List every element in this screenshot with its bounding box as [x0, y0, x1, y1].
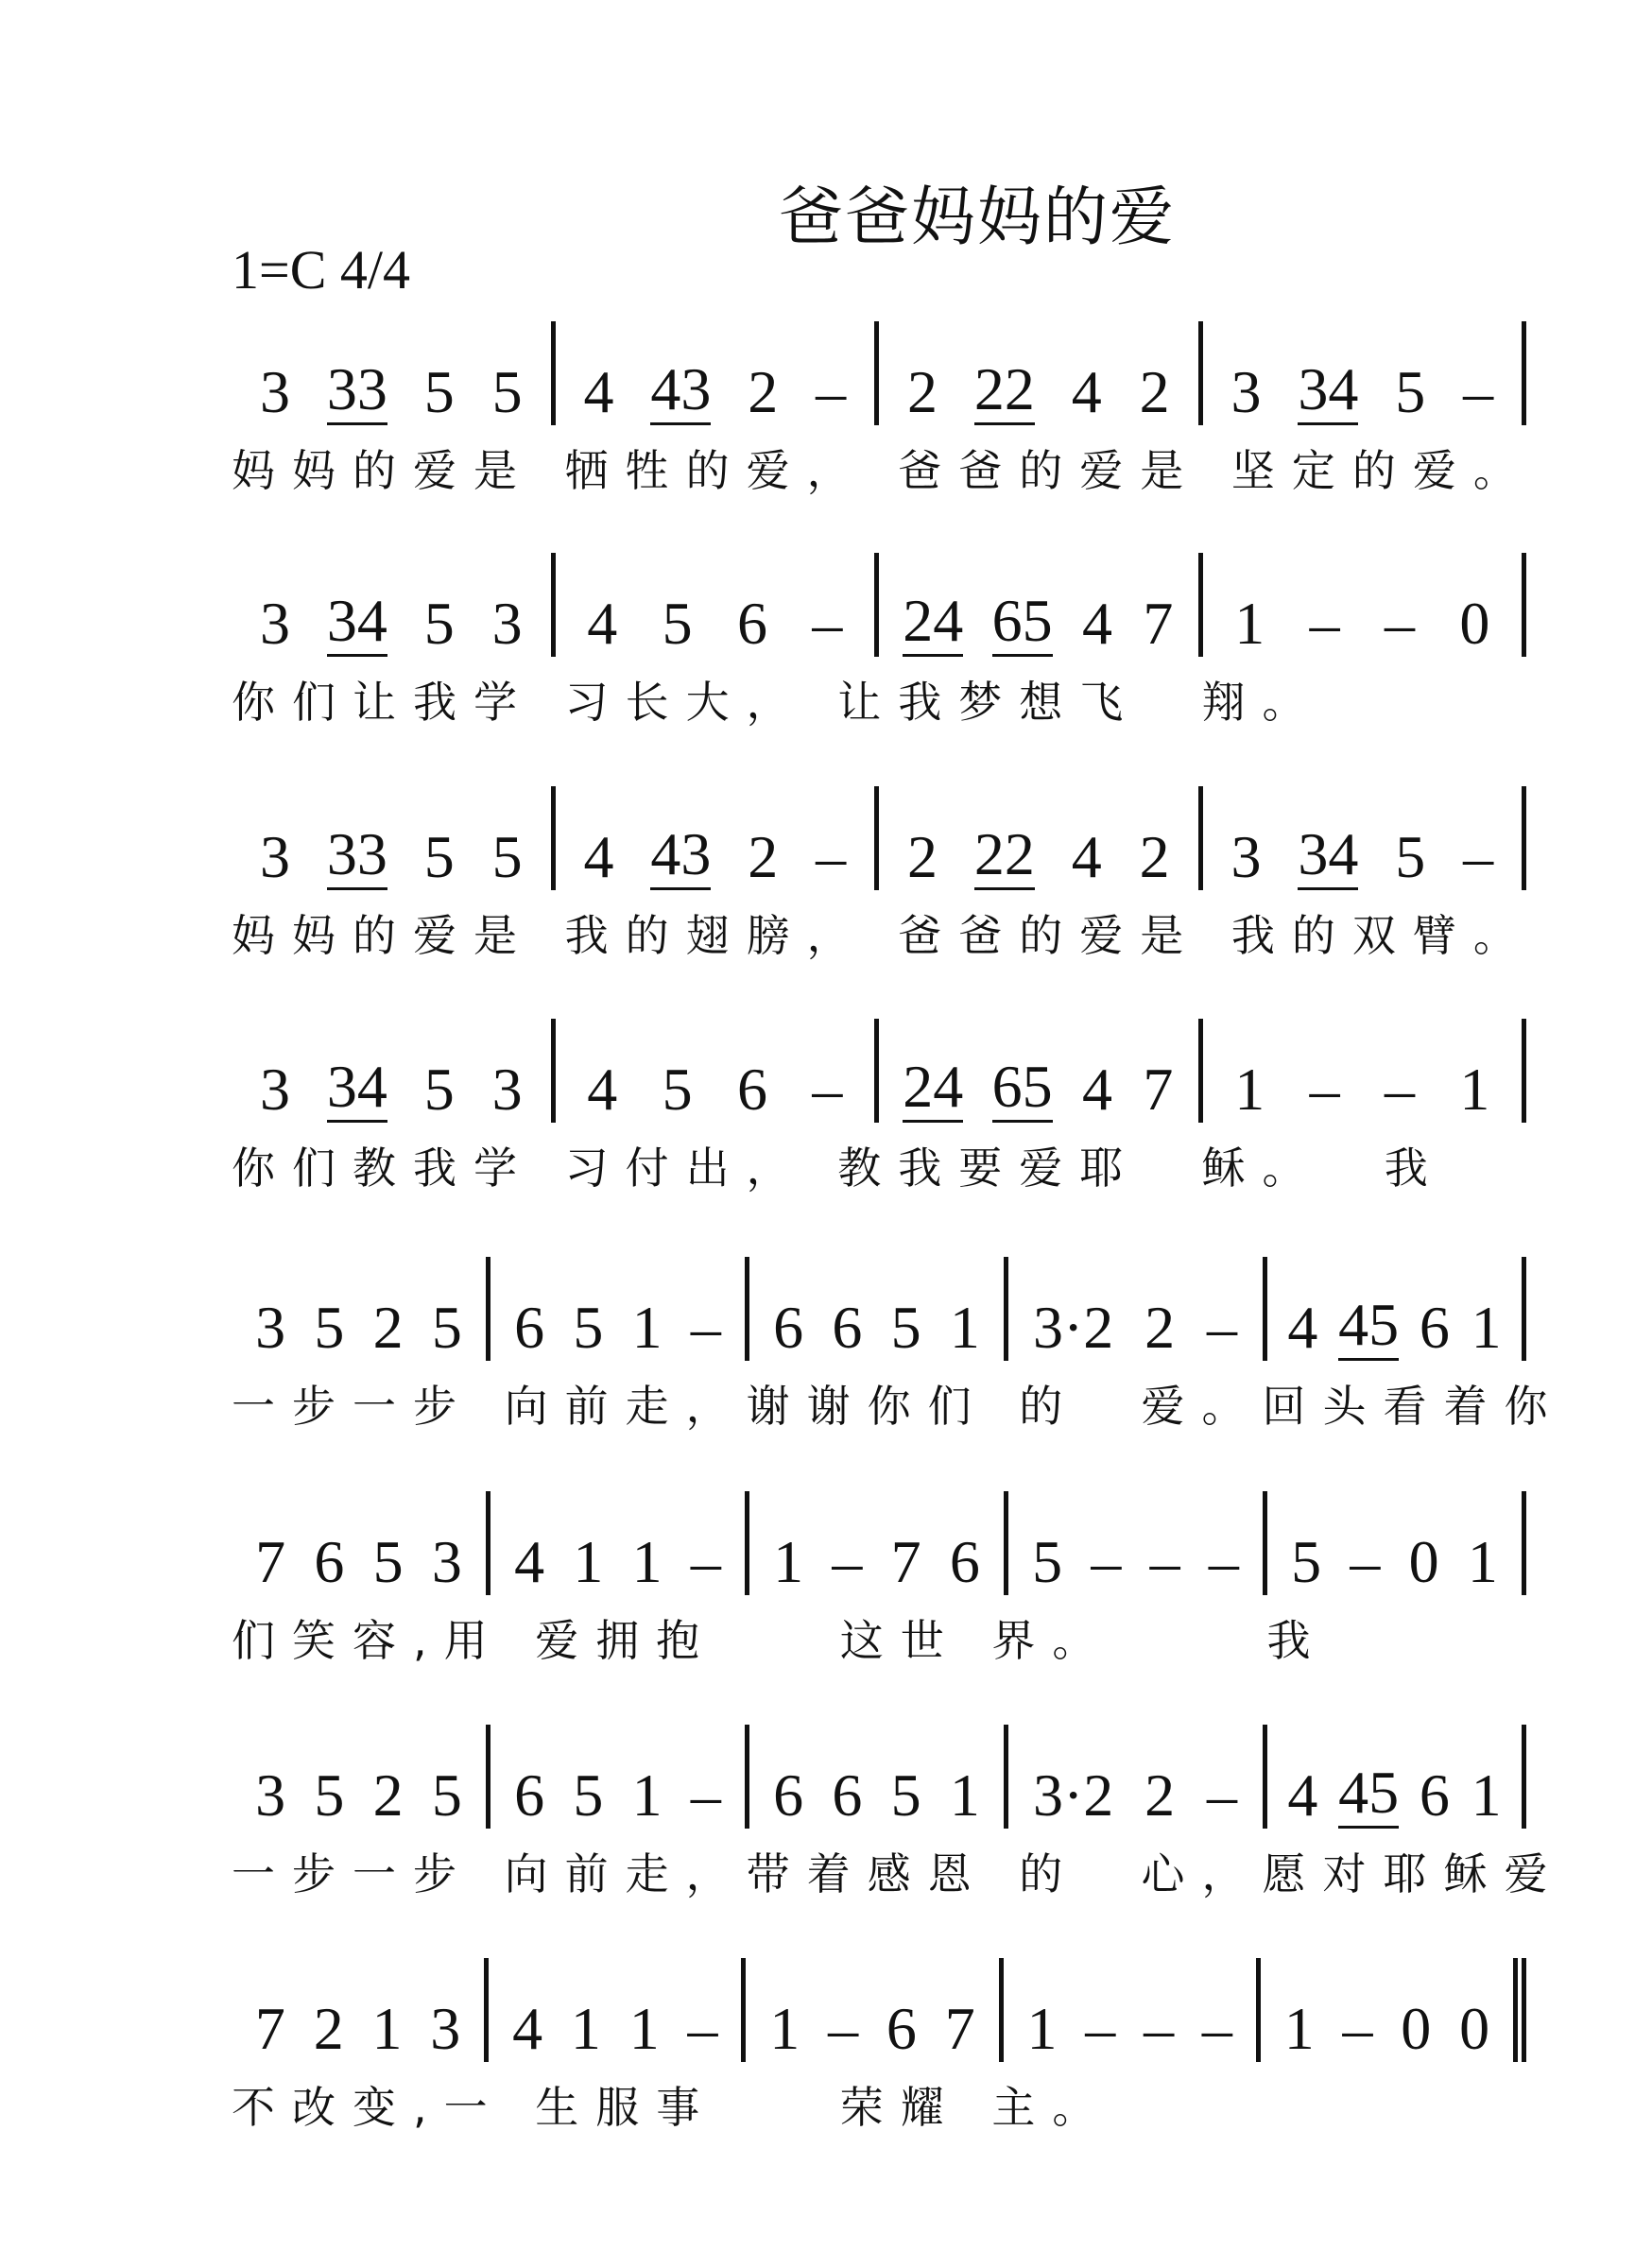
note: 65: [992, 588, 1053, 657]
measure: [879, 321, 1203, 425]
note: –: [1463, 358, 1494, 425]
note: 6: [514, 1294, 545, 1361]
note: 1: [1283, 1995, 1315, 2062]
note: –: [1309, 590, 1340, 657]
note: 6: [514, 1761, 545, 1829]
note: –: [1144, 1995, 1175, 2062]
note: 6: [832, 1761, 863, 1829]
note: 1: [949, 1761, 980, 1829]
note: 2: [906, 823, 938, 890]
measure: [1008, 1257, 1267, 1361]
measure: [490, 1491, 749, 1595]
measure: [1203, 321, 1527, 425]
note: –: [832, 1528, 863, 1595]
lyrics-line: 你们教我学 习付出， 教我要爱耶 稣。 我: [232, 1143, 1445, 1194]
note: 3·2: [1032, 1761, 1114, 1829]
measure: [556, 321, 880, 425]
note: 4: [1287, 1294, 1318, 1361]
note: 45: [1338, 1292, 1399, 1361]
measure: [556, 553, 880, 657]
measure: [232, 553, 556, 657]
note: 3: [259, 1056, 290, 1123]
note: 1: [628, 1995, 660, 2062]
lyrics-line: 一步一步 向前走，带着感恩 的 心，愿对耶稣爱: [232, 1848, 1565, 1899]
measure: [489, 1958, 746, 2062]
measure: [879, 786, 1203, 890]
lyrics-line: 们笑容,用 爱拥抱 这世 界。 我: [232, 1615, 1328, 1666]
note: 4: [587, 590, 618, 657]
measure: [232, 1257, 490, 1361]
note: 45: [1338, 1760, 1399, 1829]
measure: [1008, 1491, 1267, 1595]
note: 3: [491, 590, 523, 657]
note: –: [1208, 1528, 1239, 1595]
note: 2: [906, 358, 938, 425]
note: 2: [748, 823, 779, 890]
note: 1: [631, 1294, 663, 1361]
note: –: [1350, 1528, 1381, 1595]
note: –: [1085, 1995, 1116, 2062]
score-system: [232, 1019, 1526, 1194]
note: 1: [573, 1528, 604, 1595]
note: 6: [736, 590, 767, 657]
note: 0: [1401, 1995, 1432, 2062]
measure: [1267, 1257, 1526, 1361]
lyrics-line: 妈妈的爱是 我的翅膀， 爸爸的爱是 我的双臂。: [232, 910, 1534, 961]
score-system: [232, 1257, 1565, 1432]
note: 5: [890, 1761, 921, 1829]
note: –: [690, 1761, 721, 1829]
note: 1: [631, 1528, 663, 1595]
note: 5: [431, 1761, 462, 1829]
notes-row: [232, 1725, 1526, 1829]
note: 3: [430, 1995, 461, 2062]
measure: [1008, 1725, 1267, 1829]
note: 5: [1291, 1528, 1322, 1595]
notes-row: [232, 1958, 1526, 2062]
note: 6: [949, 1528, 980, 1595]
measure: [490, 1725, 749, 1829]
lyrics-line: 妈妈的爱是 牺牲的爱， 爸爸的爱是 坚定的爱。: [232, 445, 1534, 496]
note: 3: [259, 590, 290, 657]
note: 0: [1459, 590, 1490, 657]
note: 6: [773, 1294, 804, 1361]
note: 4: [1081, 1056, 1112, 1123]
note: 3: [1230, 358, 1262, 425]
note: 4: [1287, 1761, 1318, 1829]
note: 7: [944, 1995, 975, 2062]
measure: [232, 321, 556, 425]
note: 1: [371, 1995, 403, 2062]
note: 4: [512, 1995, 543, 2062]
note: 1: [1026, 1995, 1058, 2062]
measure: [556, 786, 880, 890]
notes-row: [232, 1491, 1526, 1595]
note: 4: [1081, 590, 1112, 657]
note: 5: [423, 823, 455, 890]
measure: [1261, 1958, 1526, 2062]
note: –: [1384, 590, 1415, 657]
measure: [490, 1257, 749, 1361]
lyrics-line: 不改变,一 生服事 荣耀 主。: [232, 2082, 1113, 2133]
note: 7: [255, 1528, 286, 1595]
note: 5: [662, 590, 693, 657]
note: 22: [974, 356, 1035, 425]
notes-row: [232, 1019, 1526, 1123]
note: 7: [1143, 1056, 1174, 1123]
measure: [232, 1019, 556, 1123]
note: –: [828, 1995, 859, 2062]
note: 1: [1467, 1528, 1498, 1595]
note: 5: [423, 590, 455, 657]
note: 2: [372, 1761, 404, 1829]
note: 5: [1395, 358, 1426, 425]
note: 4: [514, 1528, 545, 1595]
note: –: [1463, 823, 1494, 890]
measure: [1267, 1725, 1526, 1829]
measure: [1267, 1491, 1526, 1595]
measure: [1203, 786, 1527, 890]
note: 34: [327, 588, 387, 657]
note: 5: [423, 1056, 455, 1123]
note: 43: [650, 356, 711, 425]
note: 1: [1459, 1056, 1490, 1123]
score-system: [232, 1958, 1526, 2133]
note: 6: [1419, 1761, 1450, 1829]
note: 1: [570, 1995, 601, 2062]
note: 5: [314, 1761, 345, 1829]
note: 2: [748, 358, 779, 425]
note: 5: [491, 358, 523, 425]
note: –: [816, 823, 847, 890]
note: 1: [949, 1294, 980, 1361]
score-system: [232, 553, 1526, 728]
note: 5: [372, 1528, 404, 1595]
notes-row: [232, 553, 1526, 657]
note: –: [690, 1528, 721, 1595]
notes-row: [232, 786, 1526, 890]
lyrics-line: 一步一步 向前走，谢谢你们 的 爱。回头看着你: [232, 1381, 1565, 1432]
note: –: [812, 1056, 843, 1123]
measure: [879, 1019, 1203, 1123]
note: 34: [327, 1054, 387, 1123]
key-signature: 1=C 4/4: [232, 239, 411, 301]
note: 0: [1459, 1995, 1490, 2062]
measure: [879, 553, 1203, 657]
page-title: 爸爸妈妈的爱: [778, 180, 1176, 255]
note: 7: [1143, 590, 1174, 657]
note: 4: [1071, 358, 1102, 425]
note: 5: [423, 358, 455, 425]
note: 3·2: [1032, 1294, 1114, 1361]
note: 4: [583, 358, 614, 425]
note: 33: [327, 356, 387, 425]
measure: [1203, 1019, 1527, 1123]
score-system: [232, 321, 1534, 496]
note: –: [1384, 1056, 1415, 1123]
note: 5: [573, 1761, 604, 1829]
note: 5: [1395, 823, 1426, 890]
note: 5: [314, 1294, 345, 1361]
notes-row: [232, 321, 1526, 425]
measure: [232, 1725, 490, 1829]
measure: [746, 1958, 1003, 2062]
note: 2: [1139, 358, 1170, 425]
note: 6: [773, 1761, 804, 1829]
note: 7: [890, 1528, 921, 1595]
note: 24: [903, 588, 963, 657]
note: 24: [903, 1054, 963, 1123]
note: 5: [662, 1056, 693, 1123]
note: –: [1149, 1528, 1180, 1595]
note: 65: [992, 1054, 1053, 1123]
note: 33: [327, 821, 387, 890]
note: 43: [650, 821, 711, 890]
note: 1: [773, 1528, 804, 1595]
note: 2: [1144, 1294, 1176, 1361]
note: 6: [1419, 1294, 1450, 1361]
note: –: [1309, 1056, 1340, 1123]
note: 22: [974, 821, 1035, 890]
lyrics-line: 你们让我学 习长大， 让我梦想飞 翔。: [232, 677, 1323, 728]
measure: [1004, 1958, 1261, 2062]
score-system: [232, 1491, 1526, 1666]
note: 5: [431, 1294, 462, 1361]
note: 34: [1298, 356, 1358, 425]
note: 6: [314, 1528, 345, 1595]
note: –: [812, 590, 843, 657]
score-system: [232, 1725, 1565, 1899]
note: –: [690, 1294, 721, 1361]
note: –: [687, 1995, 718, 2062]
note: 1: [631, 1761, 663, 1829]
measure: [749, 1491, 1008, 1595]
score-system: [232, 786, 1534, 961]
note: 3: [1230, 823, 1262, 890]
note: –: [1207, 1294, 1238, 1361]
note: 1: [1471, 1294, 1502, 1361]
note: 34: [1298, 821, 1358, 890]
note: 3: [255, 1761, 286, 1829]
note: 1: [769, 1995, 800, 2062]
note: 5: [491, 823, 523, 890]
note: –: [1091, 1528, 1122, 1595]
note: 4: [1071, 823, 1102, 890]
note: 3: [491, 1056, 523, 1123]
note: 2: [1144, 1761, 1176, 1829]
note: 7: [254, 1995, 285, 2062]
note: –: [1342, 1995, 1373, 2062]
measure: [232, 1958, 489, 2062]
measure: [749, 1257, 1008, 1361]
note: 5: [1032, 1528, 1063, 1595]
note: 1: [1234, 590, 1265, 657]
measure: [1203, 553, 1527, 657]
note: 5: [573, 1294, 604, 1361]
note: 5: [890, 1294, 921, 1361]
note: 2: [313, 1995, 344, 2062]
note: 2: [372, 1294, 404, 1361]
note: –: [1201, 1995, 1232, 2062]
note: 4: [587, 1056, 618, 1123]
note: 6: [832, 1294, 863, 1361]
note: 6: [736, 1056, 767, 1123]
note: 2: [1139, 823, 1170, 890]
note: –: [1207, 1761, 1238, 1829]
note: 3: [259, 358, 290, 425]
note: 3: [431, 1528, 462, 1595]
notes-row: [232, 1257, 1526, 1361]
measure: [232, 1491, 490, 1595]
note: –: [816, 358, 847, 425]
note: 1: [1234, 1056, 1265, 1123]
note: 0: [1408, 1528, 1439, 1595]
note: 3: [255, 1294, 286, 1361]
measure: [749, 1725, 1008, 1829]
note: 6: [886, 1995, 917, 2062]
note: 1: [1471, 1761, 1502, 1829]
note: 4: [583, 823, 614, 890]
measure: [232, 786, 556, 890]
note: 3: [259, 823, 290, 890]
measure: [556, 1019, 880, 1123]
